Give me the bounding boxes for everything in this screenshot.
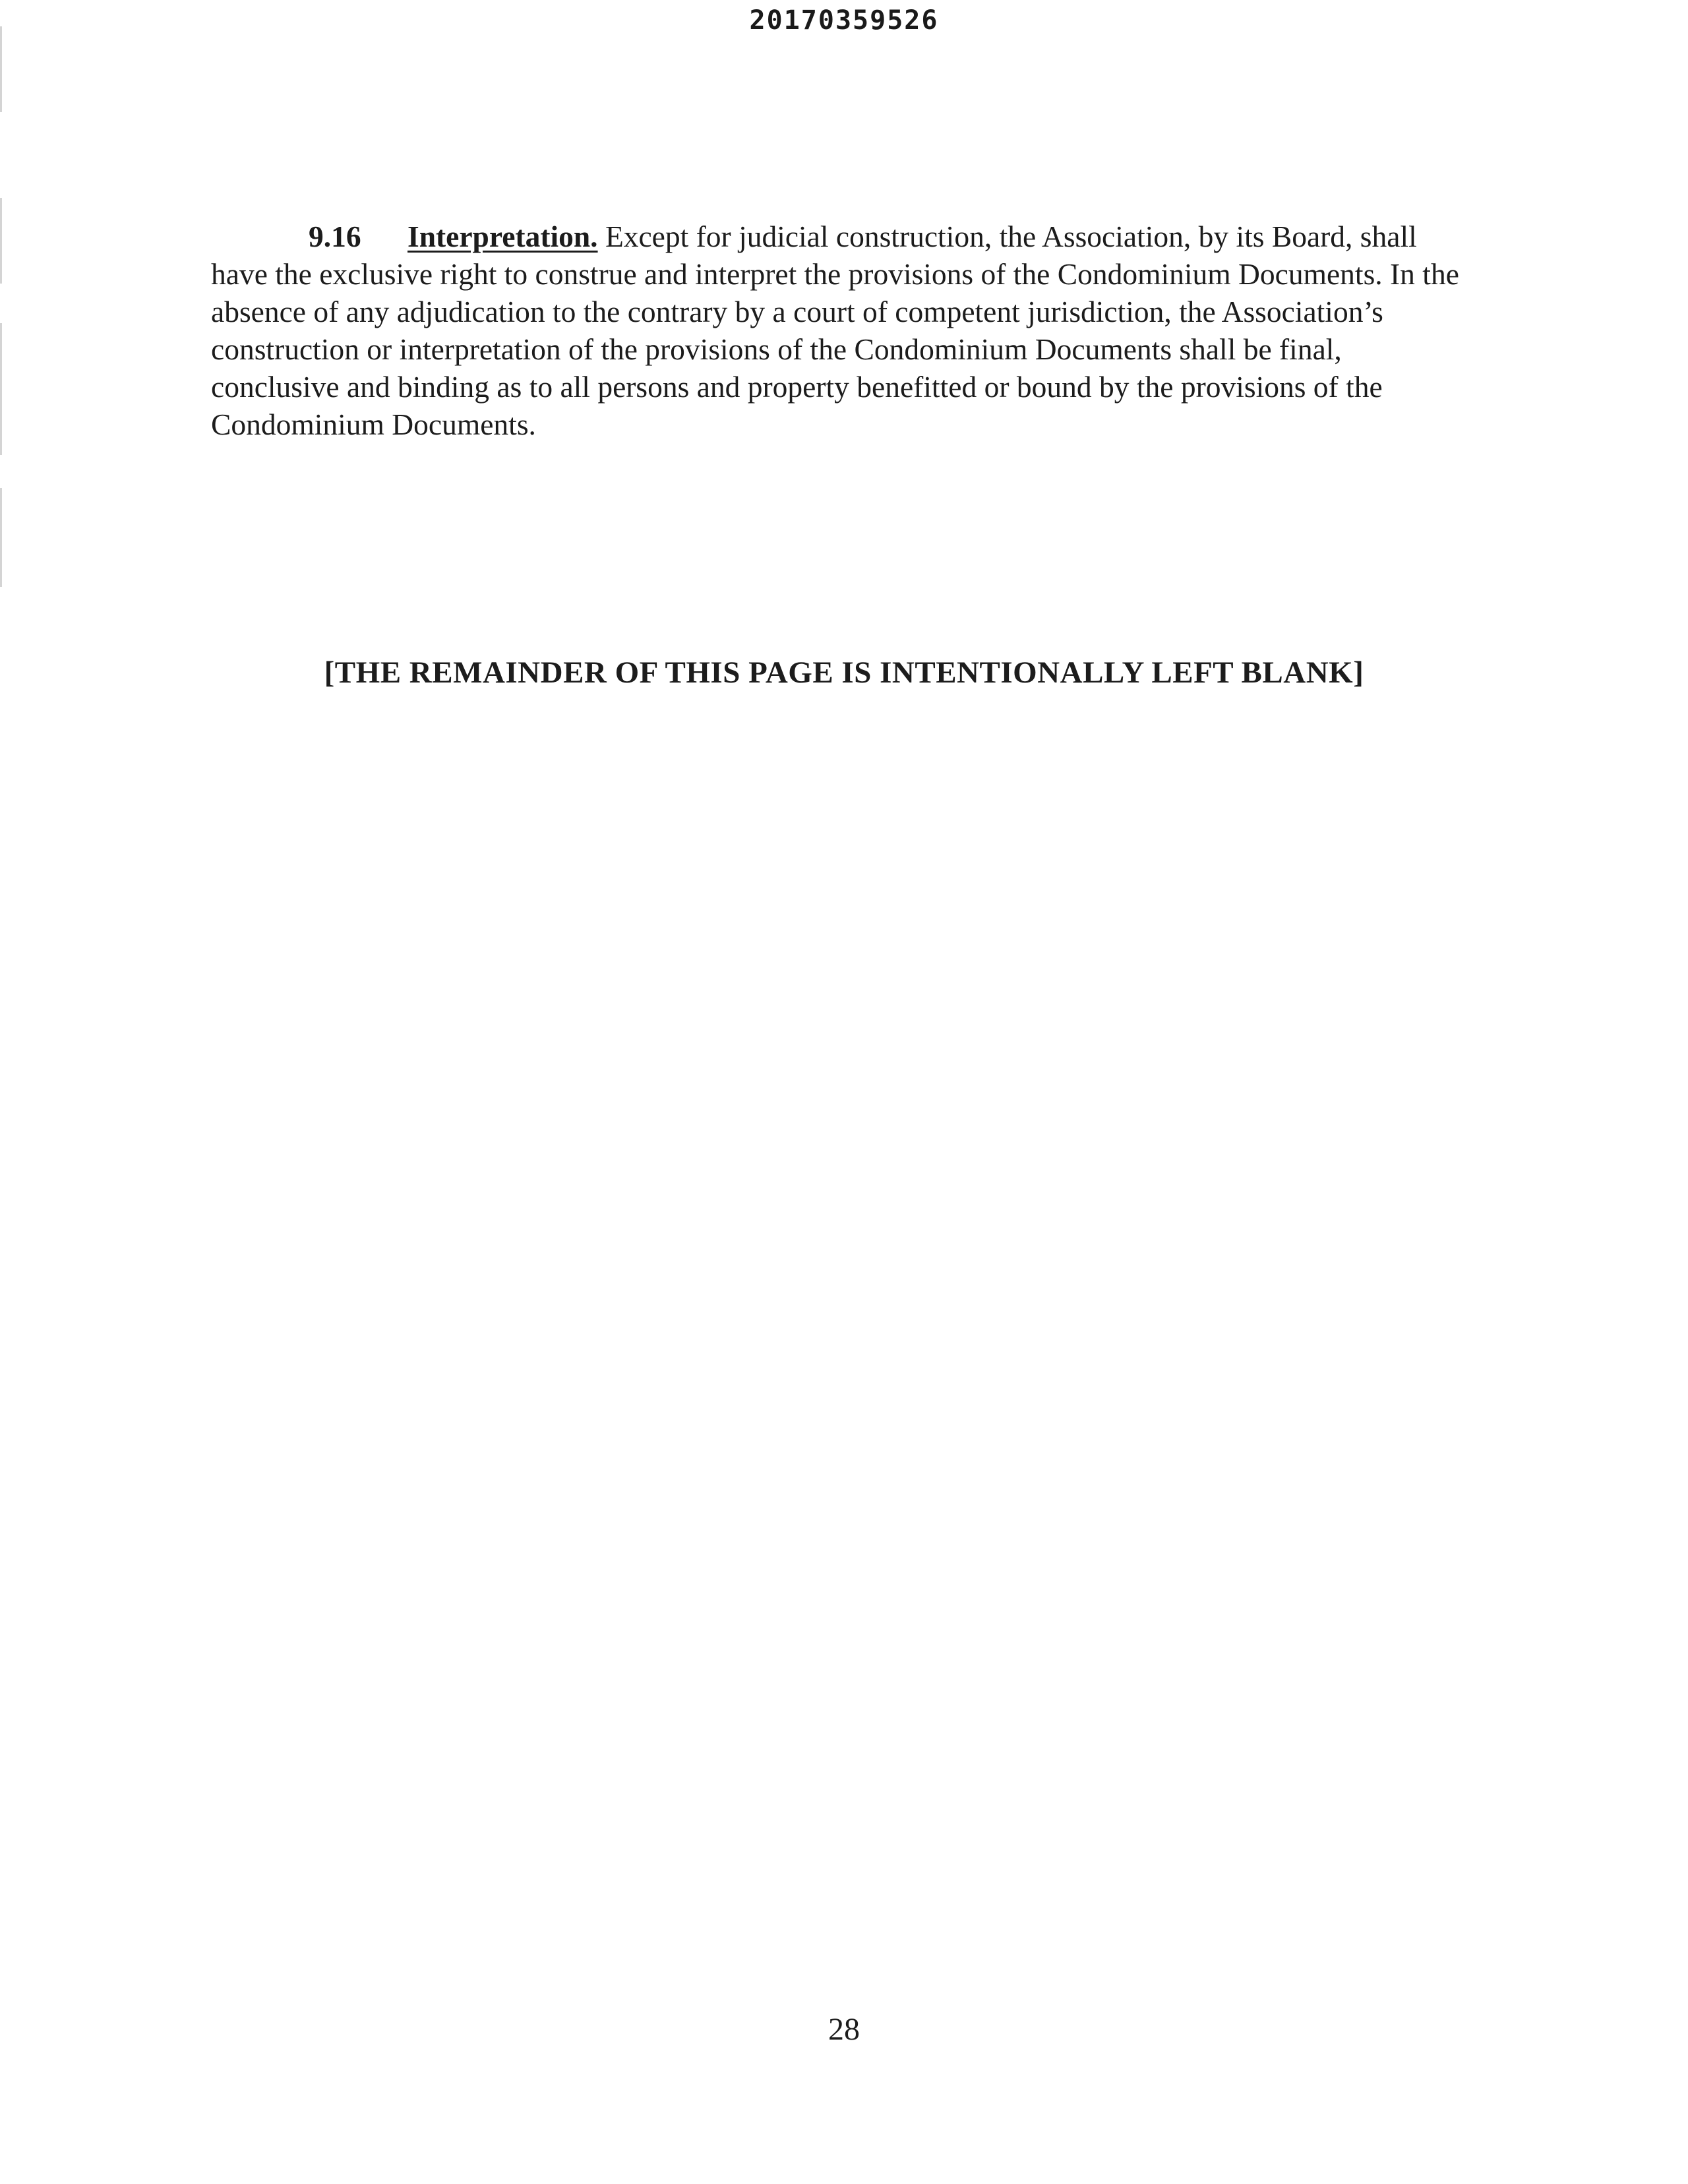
- section-heading: Interpretation.: [407, 220, 598, 253]
- document-number: 20170359526: [749, 5, 939, 36]
- section-paragraph: [211, 218, 1461, 443]
- scan-edge-mark: [0, 323, 2, 455]
- page-number: 28: [828, 2012, 860, 2047]
- scan-edge-mark: [0, 26, 2, 112]
- section-body: Except for judicial construction, the Association, by its Board, shall have the exclusive right to construe and interpret the provisions of the Condominium Documents. In the absence of any adjudication to the contrary by a court of competent jurisdiction, the Association’s construction or interpretation of the provisions of the Condominium Documents shall be final, conclusive and binding as to all persons and property benefitted or bound by the provisions of the Condominium Documents.: [211, 220, 1459, 441]
- section-number: 9.16: [309, 220, 361, 253]
- scan-edge-mark: [0, 198, 2, 284]
- blank-page-notice: [THE REMAINDER OF THIS PAGE IS INTENTIONALLY LEFT BLANK]: [324, 655, 1364, 690]
- scan-edge-mark: [0, 488, 2, 587]
